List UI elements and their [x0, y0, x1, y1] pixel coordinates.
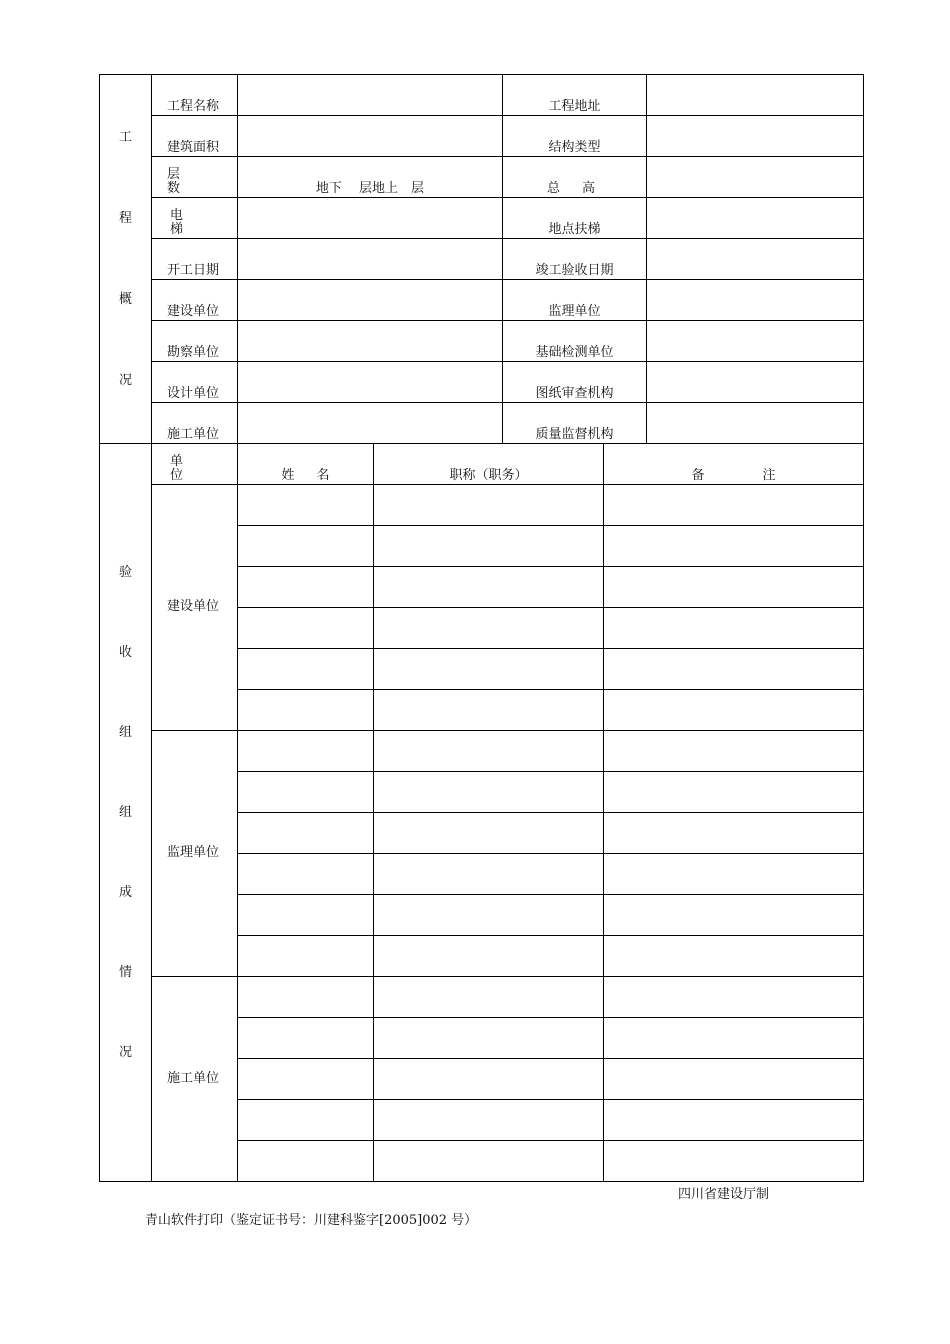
overview-row [100, 239, 864, 280]
table-row [100, 731, 864, 772]
survey-unit-field[interactable] [238, 321, 503, 362]
side-char: 况 [118, 1044, 132, 1060]
member-title-field[interactable] [374, 772, 604, 813]
building-area-field[interactable] [238, 116, 503, 157]
drawing-review-agency-field[interactable] [647, 362, 864, 403]
overview-row [100, 75, 864, 116]
group-unit-label: 施工单位 [152, 977, 238, 1182]
overview-row [100, 362, 864, 403]
field-label: 工程名称 [152, 75, 238, 116]
member-note-field[interactable] [604, 813, 864, 854]
member-note-field[interactable] [604, 649, 864, 690]
header-title: 职称（职务） [374, 444, 604, 485]
member-name-field[interactable] [238, 977, 374, 1018]
field-label: 设计单位 [152, 362, 238, 403]
overview-row [100, 321, 864, 362]
member-note-field[interactable] [604, 895, 864, 936]
member-name-field[interactable] [238, 1059, 374, 1100]
member-title-field[interactable] [374, 1059, 604, 1100]
member-name-field[interactable] [238, 567, 374, 608]
team-side-label [100, 444, 152, 1182]
field-label: 层数 [152, 157, 238, 198]
member-title-field[interactable] [374, 854, 604, 895]
member-title-field[interactable] [374, 1018, 604, 1059]
team-header-row [100, 444, 864, 485]
acceptance-form-table [99, 74, 864, 1182]
field-label: 监理单位 [503, 280, 647, 321]
member-name-field[interactable] [238, 649, 374, 690]
header-name: 姓名 [238, 444, 374, 485]
side-char: 组 [118, 724, 132, 740]
member-name-field[interactable] [238, 895, 374, 936]
header-note: 备注 [604, 444, 864, 485]
member-name-field[interactable] [238, 485, 374, 526]
overview-row [100, 116, 864, 157]
member-title-field[interactable] [374, 977, 604, 1018]
overview-row [100, 198, 864, 239]
project-address-field[interactable] [647, 75, 864, 116]
side-char: 验 [118, 564, 132, 580]
member-name-field[interactable] [238, 772, 374, 813]
member-title-field[interactable] [374, 895, 604, 936]
overview-side-label [100, 75, 152, 444]
overview-row [100, 280, 864, 321]
member-name-field[interactable] [238, 1141, 374, 1182]
member-note-field[interactable] [604, 772, 864, 813]
member-title-field[interactable] [374, 690, 604, 731]
member-note-field[interactable] [604, 731, 864, 772]
member-name-field[interactable] [238, 854, 374, 895]
project-overview-section [100, 75, 864, 444]
side-char: 情 [118, 964, 132, 980]
side-char: 工 [118, 130, 132, 145]
side-char: 况 [118, 373, 132, 388]
field-label: 图纸审查机构 [503, 362, 647, 403]
field-label: 总高 [503, 157, 647, 198]
group-unit-label: 监理单位 [152, 731, 238, 977]
member-title-field[interactable] [374, 813, 604, 854]
member-title-field[interactable] [374, 936, 604, 977]
member-name-field[interactable] [238, 936, 374, 977]
foundation-testing-unit-field[interactable] [647, 321, 864, 362]
member-title-field[interactable] [374, 1141, 604, 1182]
project-name-field[interactable] [238, 75, 503, 116]
overview-row [100, 403, 864, 444]
acceptance-team-section [100, 444, 864, 1182]
side-char: 成 [118, 884, 132, 900]
issuer-note: 四川省建设厅制 [678, 1187, 770, 1202]
member-note-field[interactable] [604, 1059, 864, 1100]
member-note-field[interactable] [604, 690, 864, 731]
member-name-field[interactable] [238, 1018, 374, 1059]
member-name-field[interactable] [238, 813, 374, 854]
member-title-field[interactable] [374, 526, 604, 567]
field-label: 结构类型 [503, 116, 647, 157]
member-title-field[interactable] [374, 731, 604, 772]
member-title-field[interactable] [374, 485, 604, 526]
field-label: 建设单位 [152, 280, 238, 321]
member-note-field[interactable] [604, 608, 864, 649]
contractor-unit-field[interactable] [238, 403, 503, 444]
field-label: 勘察单位 [152, 321, 238, 362]
member-note-field[interactable] [604, 485, 864, 526]
field-label: 质量监督机构 [503, 403, 647, 444]
field-label: 施工单位 [152, 403, 238, 444]
supervision-unit-field[interactable] [647, 280, 864, 321]
member-note-field[interactable] [604, 1018, 864, 1059]
member-note-field[interactable] [604, 977, 864, 1018]
member-note-field[interactable] [604, 526, 864, 567]
field-label: 电梯 [152, 198, 238, 239]
print-note: 青山软件打印（鉴定证书号：川建科鉴字[2005]002 号） [145, 1213, 478, 1228]
floors-field[interactable]: 地下 层地上 层 [238, 157, 503, 198]
construction-unit-field[interactable] [238, 280, 503, 321]
member-note-field[interactable] [604, 1141, 864, 1182]
member-name-field[interactable] [238, 526, 374, 567]
start-date-field[interactable] [238, 239, 503, 280]
overview-row [100, 157, 864, 198]
field-label: 开工日期 [152, 239, 238, 280]
member-title-field[interactable] [374, 567, 604, 608]
field-label: 建筑面积 [152, 116, 238, 157]
group-unit-label: 建设单位 [152, 485, 238, 731]
field-label: 竣工验收日期 [503, 239, 647, 280]
design-unit-field[interactable] [238, 362, 503, 403]
table-row [100, 977, 864, 1018]
side-char: 程 [118, 211, 132, 226]
member-note-field[interactable] [604, 567, 864, 608]
member-note-field[interactable] [604, 1100, 864, 1141]
escalator-field[interactable] [647, 198, 864, 239]
completion-date-field[interactable] [647, 239, 864, 280]
member-name-field[interactable] [238, 1100, 374, 1141]
total-height-field[interactable] [647, 157, 864, 198]
side-char: 收 [118, 644, 132, 660]
quality-supervision-agency-field[interactable] [647, 403, 864, 444]
side-char: 概 [118, 292, 132, 307]
member-title-field[interactable] [374, 1100, 604, 1141]
side-char: 组 [118, 804, 132, 820]
structure-type-field[interactable] [647, 116, 864, 157]
member-title-field[interactable] [374, 608, 604, 649]
field-label: 工程地址 [503, 75, 647, 116]
elevator-field[interactable] [238, 198, 503, 239]
member-name-field[interactable] [238, 731, 374, 772]
member-name-field[interactable] [238, 690, 374, 731]
member-note-field[interactable] [604, 854, 864, 895]
field-label: 地点扶梯 [503, 198, 647, 239]
table-row [100, 485, 864, 526]
member-title-field[interactable] [374, 649, 604, 690]
field-label: 基础检测单位 [503, 321, 647, 362]
header-unit: 单位 [152, 444, 238, 485]
member-note-field[interactable] [604, 936, 864, 977]
member-name-field[interactable] [238, 608, 374, 649]
